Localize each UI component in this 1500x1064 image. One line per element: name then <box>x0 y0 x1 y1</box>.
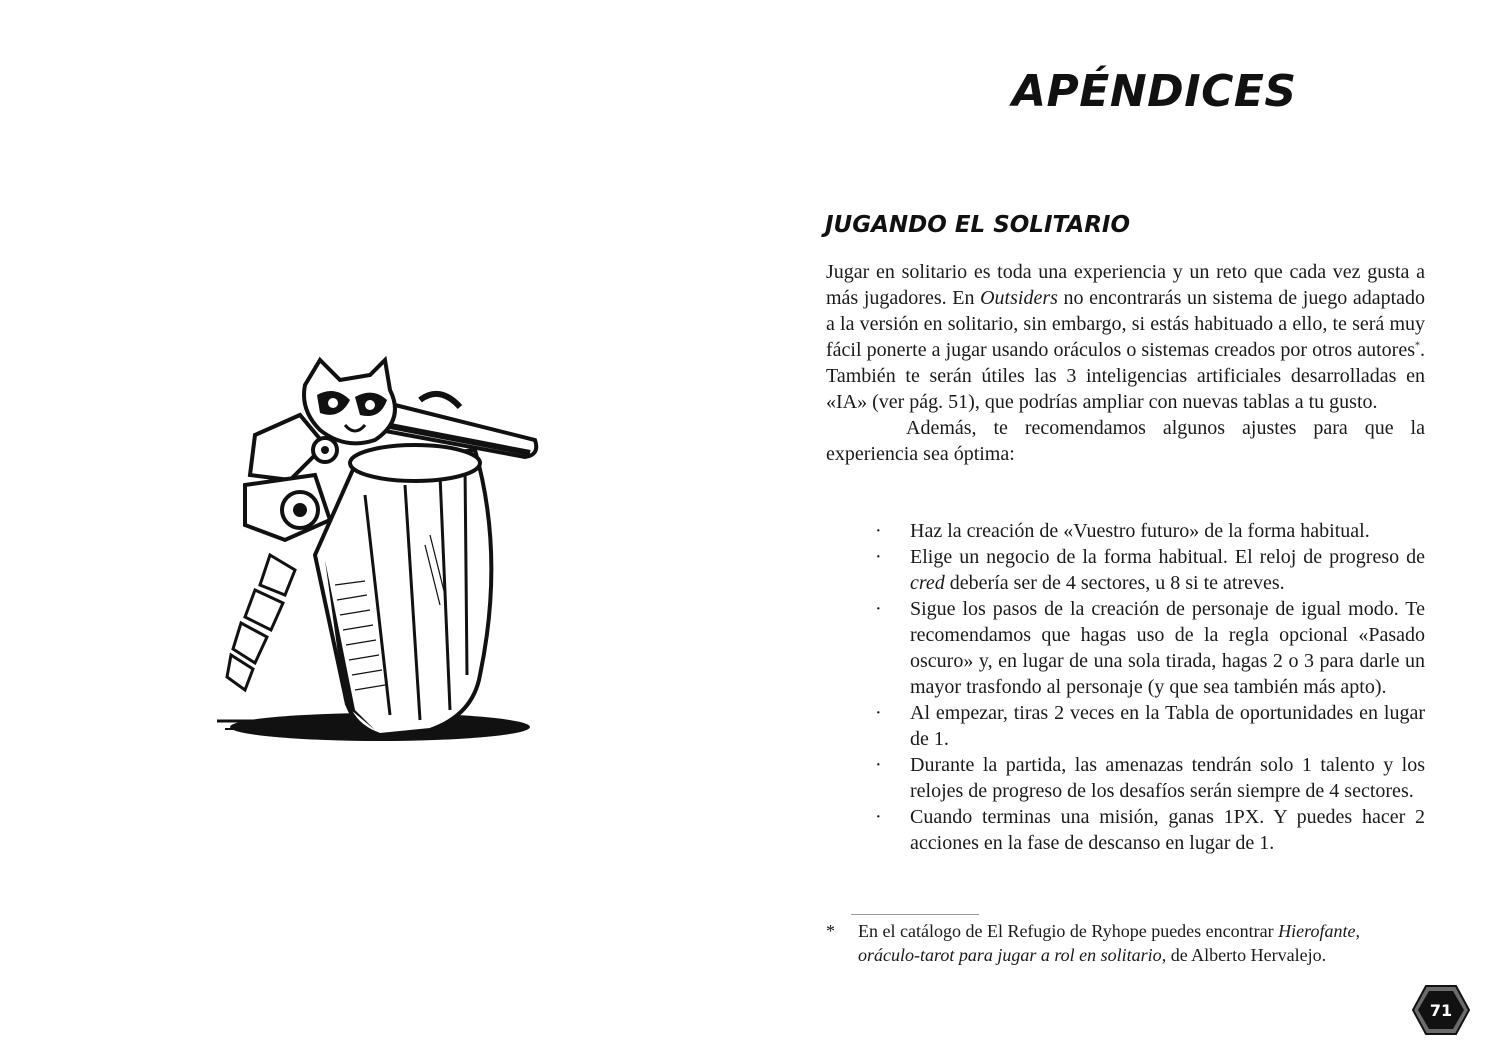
footnote-text: En el catálogo de El Refugio de Ryhope puedes encontrar Hierofante, oráculo-tarot para jugar a rol en solitario, de Alberto Hervalejo. <box>858 921 1360 965</box>
list-item: · Elige un negocio de la forma habitual. El reloj de progreso de cred debería ser de 4 sectores, u 8 si te atreves. <box>875 546 1425 594</box>
footnote-reference: * <box>1415 340 1420 352</box>
intro-paragraph-2: Además, te recomendamos algunos ajustes para que la experiencia sea óptima: <box>826 417 1425 465</box>
list-item: · Al empezar, tiras 2 veces en la Tabla de oportunidades en lugar de 1. <box>875 702 1425 750</box>
section-title: JUGANDO EL SOLITARIO <box>825 212 1131 238</box>
solo-adjustments-list <box>875 518 1425 856</box>
bullet-marker: · <box>875 598 882 620</box>
list-item: · Haz la creación de «Vuestro futuro» de la forma habitual. <box>875 520 1370 542</box>
bullet-marker: · <box>875 754 882 776</box>
bullet-marker: · <box>875 806 882 828</box>
page-number: 71 <box>1429 1001 1453 1020</box>
bullet-marker: · <box>875 702 882 724</box>
footnote-divider <box>851 914 979 915</box>
footnote-mark: * <box>826 921 835 941</box>
list-item: · Cuando terminas una misión, ganas 1PX. Y puedes hacer 2 acciones en la fase de descanso en lugar de 1. <box>875 806 1425 854</box>
list-item: · Sigue los pasos de la creación de personaje de igual modo. Te recomendamos que hagas uso de la regla opcional «Pasado oscuro» y, en lugar de una sola tirada, hagas 2 o 3 para darle un mayor trasfondo al personaje (y que sea también más apto). <box>875 598 1425 698</box>
list-item: · Durante la partida, las amenazas tendrán solo 1 talento y los relojes de progreso de los desafíos serán siempre de 4 sectores. <box>875 754 1425 802</box>
game-title: Outsiders <box>980 287 1058 309</box>
footnote <box>826 919 1406 967</box>
page-number-badge <box>1411 984 1471 1036</box>
bullet-marker: · <box>875 546 882 568</box>
raccoon-robot-trash-can-illustration <box>205 345 565 755</box>
bullet-marker: · <box>875 520 882 542</box>
intro-text <box>826 259 1425 467</box>
chapter-title: APÉNDICES <box>1012 66 1297 117</box>
intro-paragraph-1: Jugar en solitario es toda una experiencia y un reto que cada vez gusta a más jugadores. En Outsiders no encontrarás un sistema de juego adaptado a la versión en solitario, sin embargo, si estás habituado a ello, te será muy fácil ponerte a jugar usando oráculos o sistemas creados por otros autores*. También te serán útiles las 3 inteligencias artificiales desarrolladas en «IA» (ver pág. 51), que podrías ampliar con nuevas tablas a tu gusto. <box>826 261 1426 413</box>
